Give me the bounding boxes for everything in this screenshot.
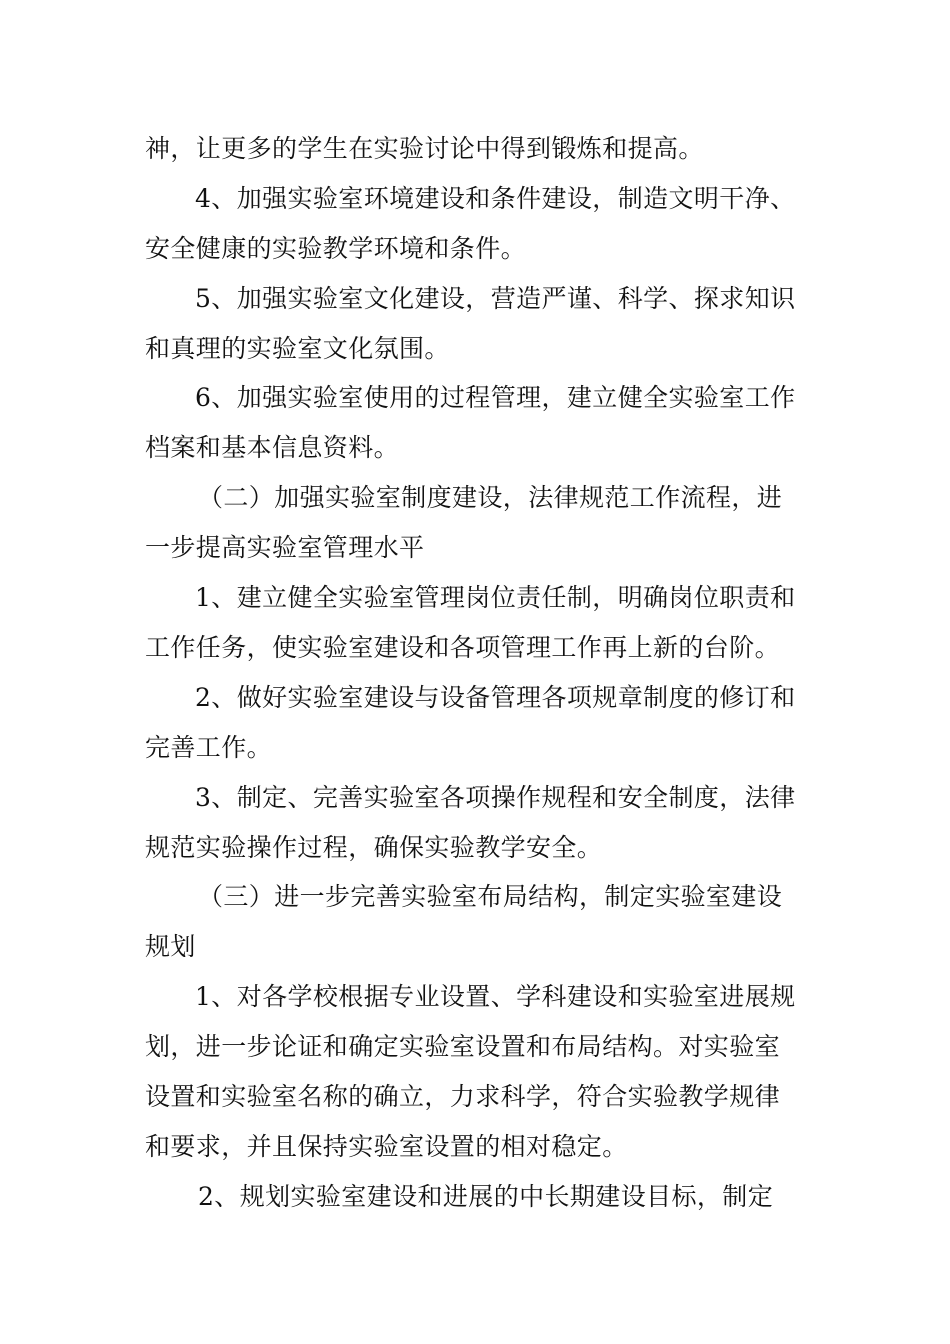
text-line-17: 规划 [145, 932, 196, 961]
text-line-16: （三）进一步完善实验室布局结构，制定实验室建设 [198, 882, 783, 911]
text-line-4: 5、加强实验室文化建设，营造严谨、科学、探求知识 [195, 284, 796, 313]
text-line-10: 1、建立健全实验室管理岗位责任制，明确岗位职责和 [195, 583, 796, 612]
text-line-20: 设置和实验室名称的确立，力求科学，符合实验教学规律 [145, 1082, 781, 1111]
text-line-21: 和要求，并且保持实验室设置的相对稳定。 [145, 1132, 628, 1161]
text-line-12: 2、做好实验室建设与设备管理各项规章制度的修订和 [195, 683, 796, 712]
text-line-9: 一步提高实验室管理水平 [145, 533, 425, 562]
text-line-8: （二）加强实验室制度建设，法律规范工作流程，进 [198, 483, 783, 512]
text-line-18: 1、对各学校根据专业设置、学科建设和实验室进展规 [195, 982, 796, 1011]
text-line-2: 4、加强实验室环境建设和条件建设，制造文明干净、 [195, 184, 796, 213]
text-line-11: 工作任务，使实验室建设和各项管理工作再上新的台阶。 [145, 633, 781, 662]
text-line-19: 划，进一步论证和确定实验室设置和布局结构。对实验室 [145, 1032, 781, 1061]
text-line-7: 档案和基本信息资料。 [145, 433, 400, 462]
text-line-15: 规范实验操作过程，确保实验教学安全。 [145, 833, 603, 862]
text-line-14: 3、制定、完善实验室各项操作规程和安全制度，法律 [195, 783, 796, 812]
text-line-5: 和真理的实验室文化氛围。 [145, 334, 450, 363]
text-line-3: 安全健康的实验教学环境和条件。 [145, 234, 527, 263]
text-line-13: 完善工作。 [145, 733, 273, 762]
text-line-1: 神，让更多的学生在实验讨论中得到锻炼和提高。 [145, 134, 704, 163]
text-line-22: 2、规划实验室建设和进展的中长期建设目标，制定 [198, 1182, 774, 1211]
text-line-6: 6、加强实验室使用的过程管理，建立健全实验室工作 [195, 383, 796, 412]
